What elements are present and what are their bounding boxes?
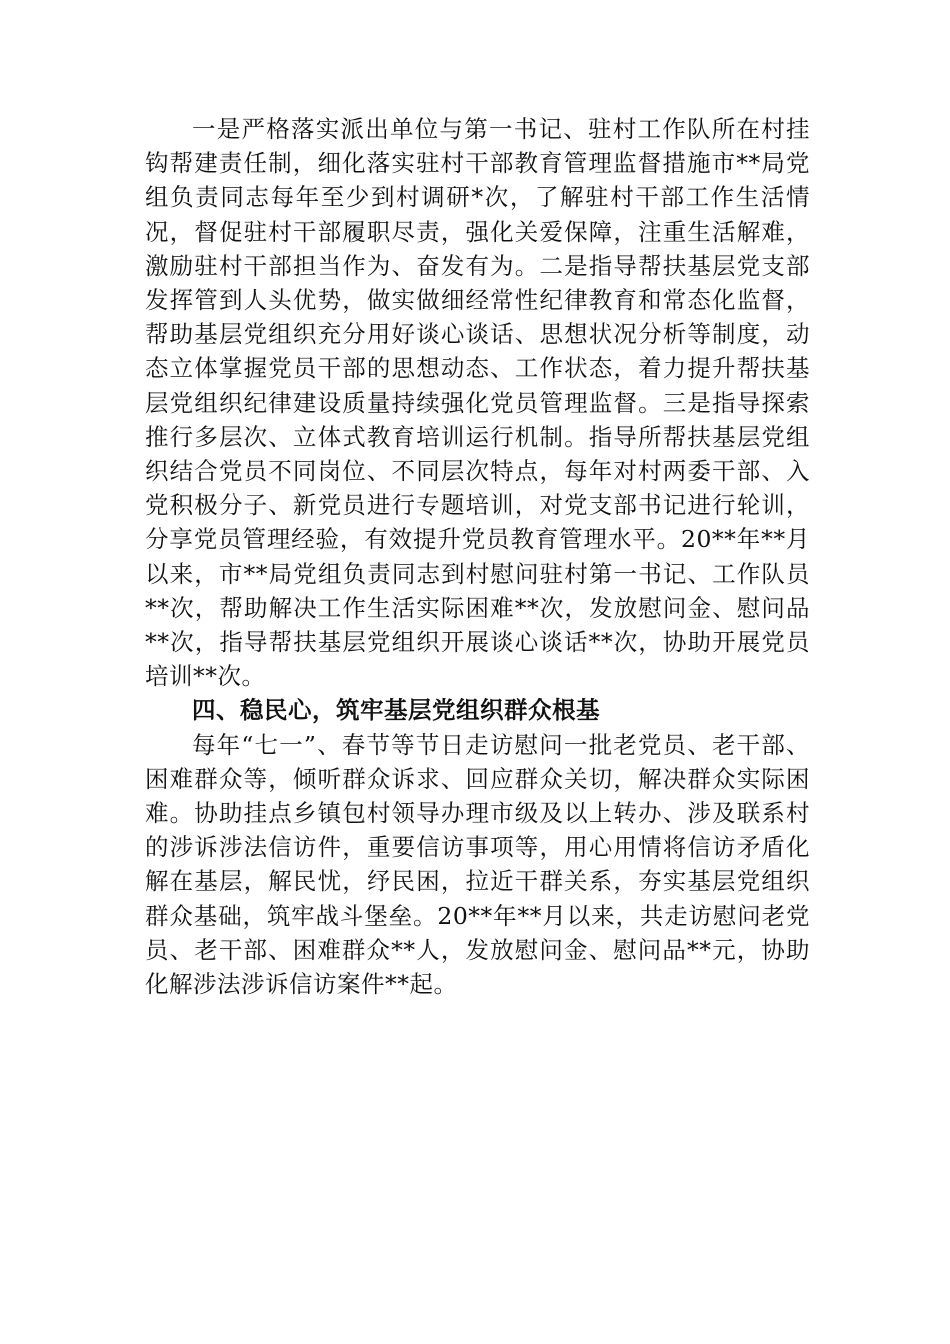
document-body [145, 112, 810, 1001]
body-paragraph-supervision: 一是严格落实派出单位与第一书记、驻村工作队所在村挂钩帮建责任制，细化落实驻村干部教育管理监督措施市**局党组负责同志每年至少到村调研*次，了解驻村干部工作生活情况，督促驻村干部履职尽责，强化关爱保障，注重生活解难，激励驻村干部担当作为、奋发有为。二是指导帮扶基层党支部发挥管到人头优势，做实做细经常性纪律教育和常态化监督，帮助基层党组织充分用好谈心谈话、思想状况分析等制度，动态立体掌握党员干部的思想动态、工作状态，着力提升帮扶基层党组织纪律建设质量持续强化党员管理监督。三是指导探索推行多层次、立体式教育培训运行机制。指导所帮扶基层党组织结合党员不同岗位、不同层次特点，每年对村两委干部、入党积极分子、新党员进行专题培训，对党支部书记进行轮训，分享党员管理经验，有效提升党员教育管理水平。20**年**月以来，市**局党组负责同志到村慰问驻村第一书记、工作队员**次，帮助解决工作生活实际困难**次，发放慰问金、慰问品**次，指导帮扶基层党组织开展谈心谈话**次，协助开展党员培训**次。 [145, 115, 810, 691]
section-heading-four: 四、稳民心，筑牢基层党组织群众根基 [192, 696, 600, 725]
body-paragraph-people: 每年“七一”、春节等节日走访慰问一批老党员、老干部、困难群众等，倾听群众诉求、回应群众关切，解决群众实际困难。协助挂点乡镇包村领导办理市级及以上转办、涉及联系村的涉诉涉法信访件，重要信访事项等，用心用情将信访矛盾化解在基层，解民忧，纾民困，拉近干群关系，夯实基层党组织群众基础，筑牢战斗堡垒。20**年**月以来，共走访慰问老党员、老干部、困难群众**人，发放慰问金、慰问品**元，协助化解涉法涉诉信访案件**起。 [145, 730, 810, 999]
